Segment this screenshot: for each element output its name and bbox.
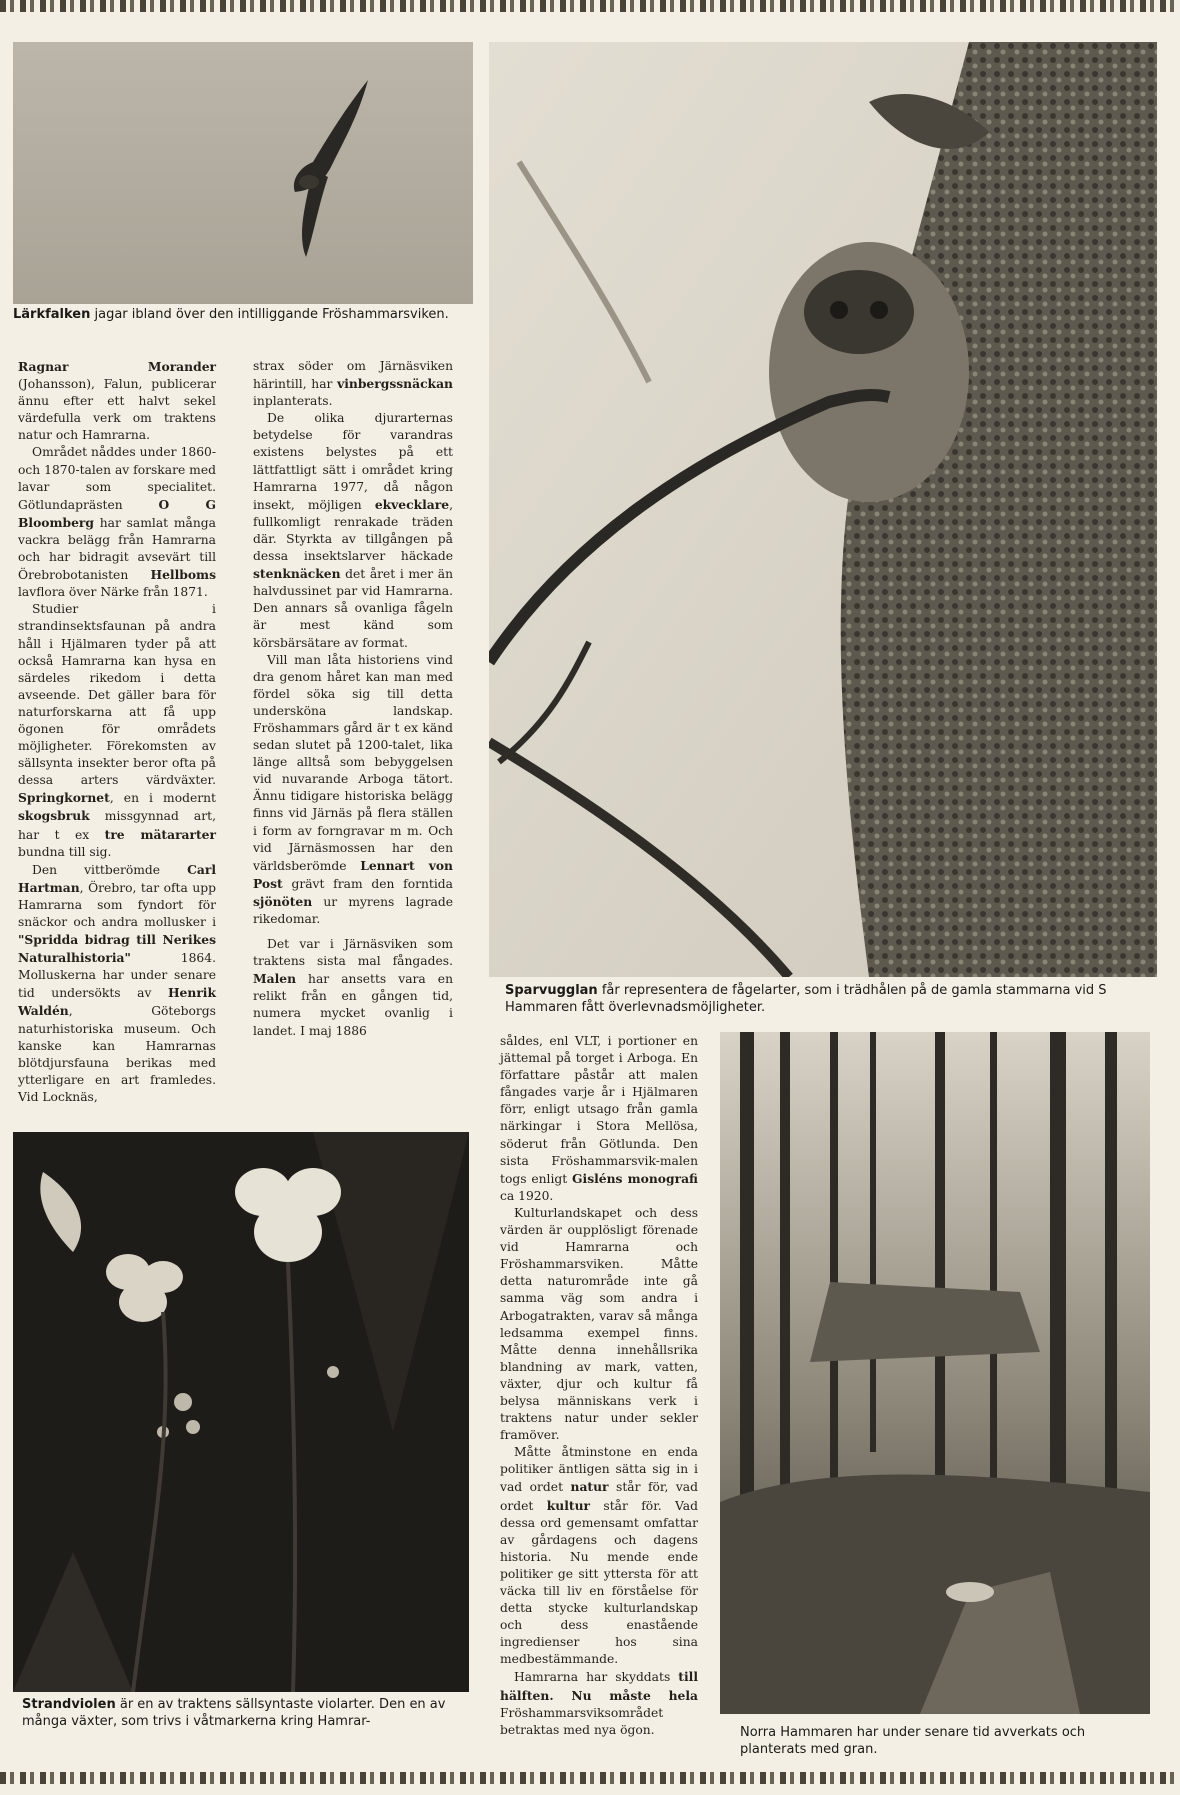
paragraph: strax söder om Järnäsviken härintill, har vinbergssnäckan inplanterats. xyxy=(253,359,453,409)
top-border xyxy=(0,0,1180,12)
paragraph: Kulturlandskapet och dess värden är oupplösligt förenade vid Hamrarna och Fröshammarsviken. Måtte detta naturområde inte gå samma väg som andra i Arbogatrakten, varav så många ledsamma exempel finns. Måtte denna innehållsrika blandning av mark, vatten, växter, djur och kultur få belysa människans verk i traktens natur under sekler framöver. xyxy=(500,1205,698,1443)
article-column-1 xyxy=(18,358,216,1106)
article-column-2 xyxy=(253,358,453,1040)
falcon-caption: Lärkfalken jagar ibland över den intilliggande Fröshammarsviken. xyxy=(13,307,449,322)
forest-caption: Norra Hammaren har under senare tid avverkats och planterats med gran. xyxy=(740,1725,1086,1757)
paragraph: Hamrarna har skyddats till hälften. Nu måste hela Fröshammarsviksområdet betraktas med nya ögon. xyxy=(500,1669,698,1737)
paragraph: Ragnar Morander (Johansson), Falun, publicerar ännu efter ett halvt sekel värdefulla verk om traktens natur och Hamrarna. xyxy=(18,359,216,443)
paragraph: Måtte åtminstone en enda politiker äntligen sätta sig in i vad ordet natur står för, vad ordet kultur står för. Vad dessa ord gemensamt omfattar av gårdagens och dagens historia. Nu mende ende politiker ge sitt yttersta för att väcka till liv en förståelse för detta stycke kulturlandskap och dess enastående ingredienser hos sina medbestämmande. xyxy=(500,1445,699,1667)
owl-photo xyxy=(489,42,1157,977)
paragraph: Området nåddes under 1860- och 1870-talen av forskare med lavar som specialitet. Götlundaprästen O G Bloomberg har samlat många vackra belägg från Hamrarna och har bidragit avsevärt till Örebrobotanisten Hellboms lavflora över Närke från 1871. xyxy=(18,445,216,600)
paragraph: Studier i strandinsektsfaunan på andra håll i Hjälmaren tyder på att också Hamrarna kan hysa en särdeles rikedom i detta avseende. Det gäller bara för naturforskarna att få upp ögonen för områdets möjligheter. Förekomsten av sällsynta insekter beror ofta på dessa arters värdväxter. Springkornet, en i modernt skogsbruk missgynnad art, har t ex tre mätararter bundna till sig. xyxy=(18,602,216,859)
paragraph: De olika djurarternas betydelse för varandras existens belystes på ett lättfattligt sätt i området kring Hamrarna 1977, då någon insekt, möjligen ekvecklare, fullkomligt renrakade träden där. Styrkta av tillgången på dessa insektslarver häckade stenknäcken det året i mer än halvdussinet par vid Hamrarna. Den annars så ovanliga fågeln är mest känd som körsbärsätare av format. xyxy=(253,411,453,650)
article-column-3 xyxy=(500,1033,698,1739)
paragraph: såldes, enl VLT, i portioner en jättemal på torget i Arboga. En författare påstår att malen fångades varje år i Hjälmaren förr, enligt utsago från gamla närkingar i Stora Mellösa, söderut från Götlunda. Den sista Fröshammarsvik-malen togs enligt Gisléns monografi ca 1920. xyxy=(500,1034,698,1203)
owl-caption: Sparvugglan får representera de fågelarter, som i trädhålen på de gamla stammarna vid S Hammaren fått överlevnadsmöjligheter. xyxy=(505,983,1107,1015)
paragraph: Vill man låta historiens vind dra genom håret kan man med fördel söka sig till detta undersköna landskap. Fröshammars gård är t ex känd sedan slutet på 1200-talet, lika länge alltså som bebyggelsen vid nuvarande Arboga tätort. Ännu tidigare historiska belägg finns vid Järnäs på flera ställen i form av forngravar m m. Och vid Järnäsmossen har den världsberömde Lennart von Post grävt fram den forntida sjönöten ur myrens lagrade rikedomar. xyxy=(253,652,453,926)
paragraph: Den vittberömde Carl Hartman, Örebro, tar ofta upp Hamrarna som fyndort för snäckor och andra mollusker i "Spridda bidrag till Nerikes Naturalhistoria" 1864. Molluskerna har under senare tid undersökts av Henrik Waldén, Göteborgs naturhistoriska museum. Och kanske kan Hamrarnas blötdjursfauna berikas med ytterligare en art framledes. Vid Locknäs, xyxy=(18,861,216,1104)
falcon-photo xyxy=(13,42,473,304)
violet-caption: Strandviolen är en av traktens sällsyntaste violarter. Den en av många växter, som trivs i våtmarkerna kring Hamrar- xyxy=(22,1697,446,1729)
violet-photo xyxy=(13,1132,469,1692)
forest-photo xyxy=(720,1032,1150,1714)
paragraph: Det var i Järnäsviken som traktens sista mal fångades. Malen har ansetts vara en relikt från en gången tid, numera mycket ovanlig i landet. I maj 1886 xyxy=(253,937,453,1038)
bottom-border xyxy=(0,1772,1180,1784)
